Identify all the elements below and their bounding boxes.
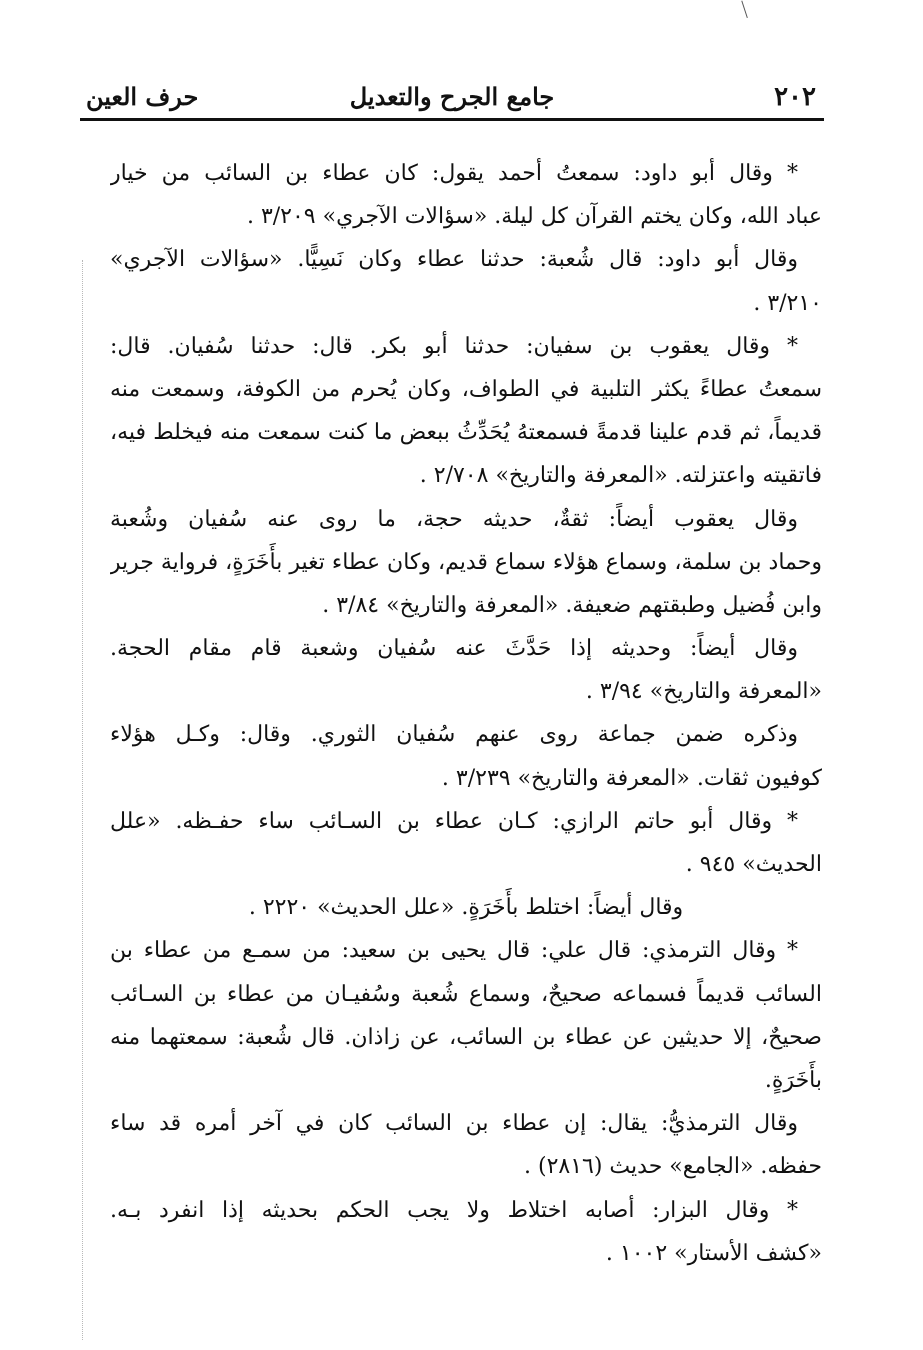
text-line: وقال الترمذيُّ: يقال: إن عطاء بن السائب كان في آخر أمره قد ساء xyxy=(110,1111,798,1137)
text-line: «المعرفة والتاريخ» ٣/٩٤ . xyxy=(585,679,822,705)
running-header xyxy=(80,78,824,114)
text-line: * وقال البزار: أصابه اختلاط ولا يجب الحكم بحديثه إذا انفرد بـه. xyxy=(110,1197,798,1223)
text-line: فاتقيته واعتزلته. «المعرفة والتاريخ» ٢/٧٠٨ . xyxy=(419,463,822,489)
text-line: وقال أيضاً: اختلط بأَخَرَةٍ. «علل الحديث» ٢٢٢٠ . xyxy=(248,895,684,921)
text-line: حفظه. «الجامع» حديث (٢٨١٦) . xyxy=(524,1154,822,1180)
text-line: الحديث» ٩٤٥ . xyxy=(685,852,822,877)
text-line: سمعتُ عطاءً يكثر التلبية في الطواف، وكان يُحرم من الكوفة، وسمعت منه xyxy=(110,376,822,402)
page-number: ٢٠٢ xyxy=(774,82,816,112)
text-line: وذكره ضمن جماعة روى عنهم سُفيان الثوري. وقال: وكـل هؤلاء xyxy=(110,722,798,748)
header-rule xyxy=(80,118,824,121)
text-line: السائب قديماً فسماعه صحيحٌ، وسماع شُعبة وسُفيـان من عطاء بن السـائب xyxy=(110,981,822,1007)
body-text xyxy=(110,152,822,1275)
text-line: وحماد بن سلمة، وسماع هؤلاء سماع قديم، وكان عطاء تغير بأَخَرَةٍ، فرواية جرير xyxy=(110,549,822,575)
text-line: * وقال أبو حاتم الرازي: كـان عطاء بن السـائب ساء حفـظه. «علل xyxy=(110,808,798,834)
book-title: جامع الجرح والتعديل xyxy=(349,82,555,111)
page-gutter-line xyxy=(82,260,83,1340)
section-title: حرف العين xyxy=(86,82,199,111)
text-line: قديماً، ثم قدم علينا قدمةً فسمعتهُ يُحَدِّثُ ببعض ما كنت سمعت منه فيخلط فيه، xyxy=(110,420,822,446)
text-line: كوفيون ثقات. «المعرفة والتاريخ» ٣/٢٣٩ . xyxy=(441,765,822,791)
text-line: وابن فُضيل وطبقتهم ضعيفة. «المعرفة والتاريخ» ٣/٨٤ . xyxy=(322,592,822,618)
text-line: ٣/٢١٠ . xyxy=(753,290,822,316)
text-line: وقال أبو داود: قال شُعبة: حدثنا عطاء وكان نَسِيًّا. «سؤالات الآجري» xyxy=(110,247,798,273)
text-line: بأَخَرَةٍ. xyxy=(764,1067,822,1093)
text-line: * وقال الترمذي: قال علي: قال يحيى بن سعيد: من سمـع من عطاء بن xyxy=(110,938,798,964)
text-line: * وقال أبو داود: سمعتُ أحمد يقول: كان عطاء بن السائب من خيار xyxy=(110,161,798,186)
text-line: «كشف الأستار» ١٠٠٢ . xyxy=(605,1240,822,1266)
scan-mark xyxy=(741,0,749,18)
text-line: * وقال يعقوب بن سفيان: حدثنا أبو بكر. قال: حدثنا سُفيان. قال: xyxy=(110,333,798,359)
text-line: عباد الله، وكان يختم القرآن كل ليلة. «سؤالات الآجري» ٣/٢٠٩ . xyxy=(246,204,822,230)
text-line: وقال أيضاً: وحديثه إذا حَدَّثَ عنه سُفيان وشعبة قام مقام الحجة. xyxy=(110,636,798,662)
text-line: وقال يعقوب أيضاً: ثقةٌ، حديثه حجة، ما روى عنه سُفيان وشُعبة xyxy=(110,506,798,532)
text-line: صحيحٌ، إلا حديثين عن عطاء بن السائب، عن زاذان. قال شُعبة: سمعتهما منه xyxy=(110,1024,822,1050)
